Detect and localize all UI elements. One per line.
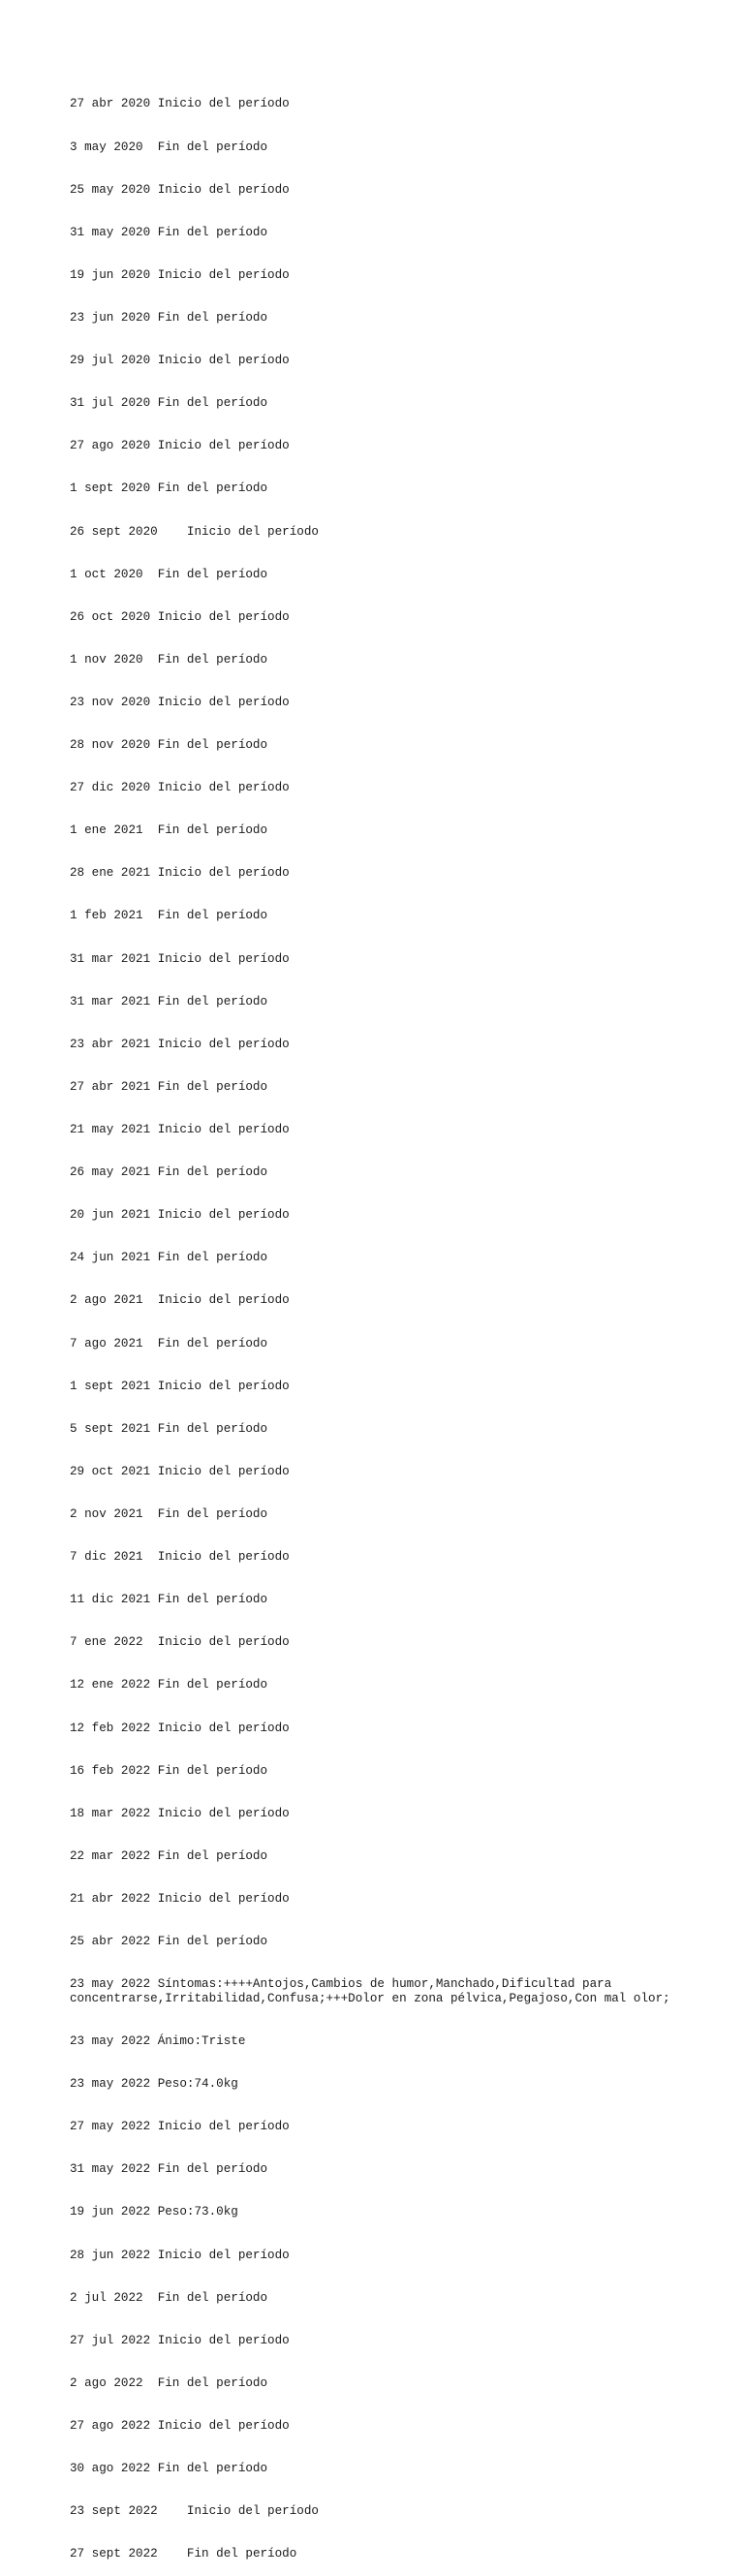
log-entry: 31 may 2022 Fin del período <box>70 2162 268 2177</box>
log-entry: 27 ago 2022 Inicio del período <box>70 2419 290 2434</box>
weight-entry: 19 jun 2022 Peso:73.0kg <box>70 2205 238 2219</box>
log-entry: 12 ene 2022 Fin del período <box>70 1678 268 1692</box>
log-entry: 27 may 2022 Inicio del período <box>70 2120 290 2134</box>
log-entry: 2 ago 2021 Inicio del período <box>70 1293 290 1308</box>
log-entry: 2 jul 2022 Fin del período <box>70 2290 268 2305</box>
log-entry: 7 dic 2021 Inicio del período <box>70 1550 290 1565</box>
log-entry: 23 sept 2022 Inicio del período <box>70 2504 319 2519</box>
log-entry: 21 abr 2022 Inicio del período <box>70 1892 290 1906</box>
log-entry: 11 dic 2021 Fin del período <box>70 1593 268 1607</box>
log-entry: 7 ago 2021 Fin del período <box>70 1336 268 1350</box>
log-entry: 28 ene 2021 Inicio del período <box>70 866 290 881</box>
log-entry: 7 ene 2022 Inicio del período <box>70 1635 290 1650</box>
log-entry: 31 jul 2020 Fin del período <box>70 396 268 411</box>
log-entry: 18 mar 2022 Inicio del período <box>70 1806 290 1820</box>
document-page <box>70 69 709 2576</box>
log-entry: 28 jun 2022 Inicio del período <box>70 2248 290 2262</box>
log-entry: 24 jun 2021 Fin del período <box>70 1251 268 1265</box>
log-entry: 1 ene 2021 Fin del período <box>70 823 268 838</box>
symptoms-entry: 23 may 2022 Síntomas:++++Antojos,Cambios de humor,Manchado,Dificultad para concentrarse,Irritabilidad,Confusa;+++Dolor en zona pélvica,Pegajoso,Con mal olor; <box>70 1977 670 2005</box>
log-entry: 26 oct 2020 Inicio del período <box>70 609 290 624</box>
log-entry: 31 mar 2021 Inicio del período <box>70 951 290 966</box>
log-entry: 3 may 2020 Fin del período <box>70 140 268 154</box>
log-entry: 12 feb 2022 Inicio del período <box>70 1721 290 1735</box>
log-entry: 1 sept 2020 Fin del período <box>70 481 268 496</box>
log-entry: 26 may 2021 Fin del período <box>70 1165 268 1180</box>
log-entry: 27 abr 2021 Fin del período <box>70 1079 268 1094</box>
log-entry: 29 jul 2020 Inicio del período <box>70 354 290 368</box>
log-entry: 31 mar 2021 Fin del período <box>70 994 268 1009</box>
log-entry: 27 sept 2022 Fin del período <box>70 2547 297 2561</box>
log-entry: 31 may 2020 Fin del período <box>70 225 268 239</box>
log-entry: 30 ago 2022 Fin del período <box>70 2462 268 2476</box>
log-entry: 19 jun 2020 Inicio del período <box>70 267 290 282</box>
log-entry: 27 jul 2022 Inicio del período <box>70 2333 290 2347</box>
log-entry: 27 ago 2020 Inicio del período <box>70 439 290 453</box>
log-entry: 16 feb 2022 Fin del período <box>70 1763 268 1778</box>
log-entry: 27 dic 2020 Inicio del período <box>70 781 290 795</box>
log-entry: 20 jun 2021 Inicio del período <box>70 1208 290 1223</box>
log-entry: 23 jun 2020 Fin del período <box>70 310 268 325</box>
log-entry: 5 sept 2021 Fin del período <box>70 1421 268 1436</box>
log-entry: 1 sept 2021 Inicio del período <box>70 1379 290 1393</box>
log-entry: 21 may 2021 Inicio del período <box>70 1123 290 1137</box>
log-entry: 26 sept 2020 Inicio del período <box>70 524 319 539</box>
weight-entry: 23 may 2022 Peso:74.0kg <box>70 2077 238 2092</box>
log-entry: 25 abr 2022 Fin del período <box>70 1935 268 1949</box>
log-entry: 1 nov 2020 Fin del período <box>70 652 268 667</box>
log-entry: 29 oct 2021 Inicio del período <box>70 1464 290 1478</box>
log-entry: 2 nov 2021 Fin del período <box>70 1507 268 1522</box>
log-entry: 25 may 2020 Inicio del período <box>70 182 290 197</box>
log-entry: 2 ago 2022 Fin del período <box>70 2375 268 2390</box>
log-entry: 1 oct 2020 Fin del período <box>70 567 268 581</box>
log-entry: 28 nov 2020 Fin del período <box>70 738 268 753</box>
mood-entry: 23 may 2022 Ánimo:Triste <box>70 2034 246 2049</box>
log-entry: 1 feb 2021 Fin del período <box>70 909 268 923</box>
log-entry: 27 abr 2020 Inicio del período <box>70 97 290 111</box>
log-entry: 23 nov 2020 Inicio del período <box>70 695 290 709</box>
log-entry: 23 abr 2021 Inicio del período <box>70 1037 290 1051</box>
log-entry: 22 mar 2022 Fin del período <box>70 1848 268 1863</box>
